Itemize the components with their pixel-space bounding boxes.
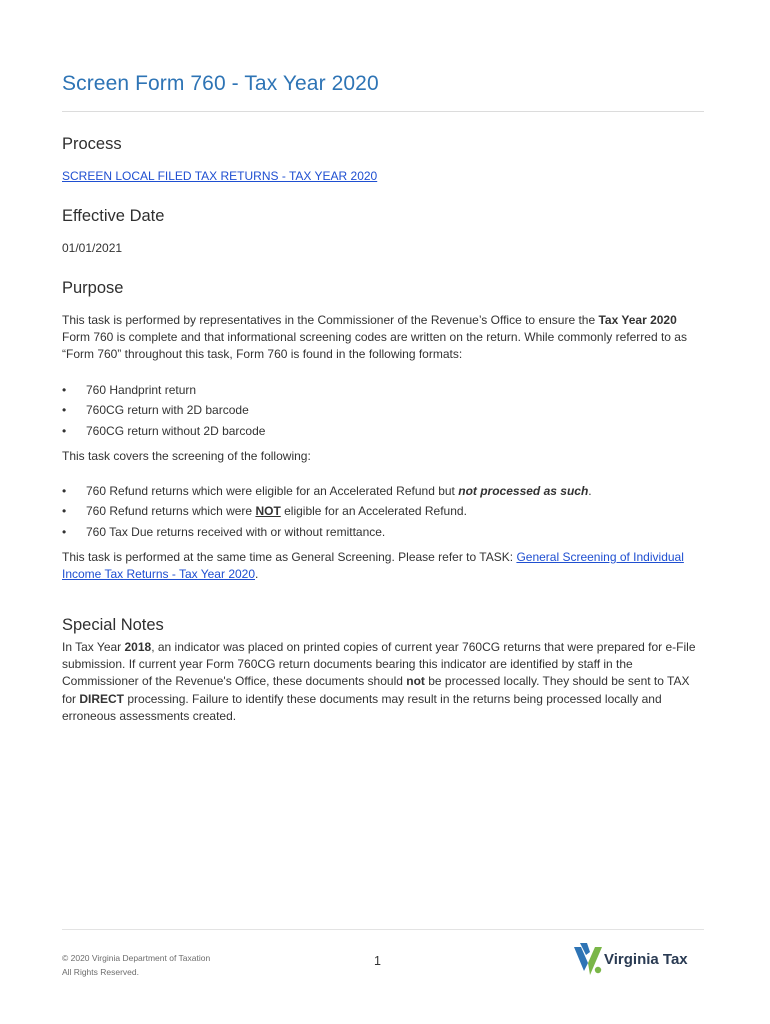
- special-notes-paragraph: [62, 639, 704, 725]
- list-item: [62, 522, 592, 542]
- list-item-text: eligible for an Accelerated Refund.: [280, 504, 467, 519]
- notes-bold: DIRECT: [79, 691, 125, 706]
- list-item-text: 760 Handprint return: [86, 383, 197, 397]
- covers-list: [62, 481, 592, 542]
- process-text: [62, 168, 377, 185]
- purpose-tax-year: Tax Year 2020: [598, 313, 677, 327]
- copyright-text: © 2020 Virginia Department of Taxation: [62, 953, 211, 963]
- virginia-tax-logo: [574, 943, 704, 979]
- purpose-paragraph: [62, 312, 702, 364]
- notes-bold: not: [406, 674, 425, 689]
- purpose-text-1: This task is performed by representatives in the Commissioner of the Revenue’s Office to ensure the: [62, 313, 599, 327]
- page-number: 1: [374, 954, 381, 968]
- formats-list: [62, 380, 265, 441]
- notes-text: In Tax Year: [62, 640, 125, 654]
- page-title: Screen Form 760 - Tax Year 2020: [62, 72, 379, 95]
- list-item-text: .: [588, 484, 592, 498]
- bullet-icon: •: [62, 484, 67, 498]
- list-item: [62, 400, 265, 420]
- logo-text: Virginia Tax: [604, 951, 688, 968]
- emphasis-text: NOT: [255, 504, 281, 519]
- list-item: [62, 421, 265, 441]
- bullet-icon: •: [62, 383, 67, 397]
- effective-date-value: 01/01/2021: [62, 241, 123, 255]
- list-item-text: 760 Refund returns which were eligible for an Accelerated Refund but: [86, 484, 459, 498]
- process-link[interactable]: SCREEN LOCAL FILED TAX RETURNS - TAX YEAR 2020: [62, 169, 378, 183]
- general-screening-paragraph: [62, 549, 702, 583]
- general-screening-link[interactable]: General Screening of Individual Income Tax Returns - Tax Year 2020: [62, 550, 684, 582]
- notes-text: , an indicator was placed on printed copies of current year 760CG returns that were prepared for e-File submission. If current year Form 760CG return documents bearing this indicator are identified by staff in the Commissioner of the Revenue's Office, these documents should: [62, 640, 696, 689]
- rights-text: All Rights Reserved.: [62, 967, 140, 977]
- logo-mark-icon: [574, 943, 604, 979]
- footer-copyright: [62, 951, 210, 979]
- notes-text: processing. Failure to identify these documents may result in the returns being processed locally and erroneous assessments created.: [62, 691, 662, 723]
- covers-intro: This task covers the screening of the following:: [62, 449, 311, 463]
- paragraph-text: .: [255, 567, 259, 582]
- list-item: [62, 380, 265, 400]
- notes-text: be processed locally. They should be sent to TAX for: [62, 674, 690, 706]
- title-divider: [62, 111, 704, 112]
- process-heading: Process: [62, 135, 122, 153]
- bullet-icon: •: [62, 423, 67, 438]
- special-notes-heading: Special Notes: [62, 616, 164, 634]
- purpose-text-2: Form 760 is complete and that informational screening codes are written on the return. While commonly referred to as “Form 760” throughout this task, Form 760 is found in the following formats:: [62, 330, 687, 362]
- paragraph-text: This task is performed at the same time as General Screening. Please refer to TASK:: [62, 550, 517, 564]
- emphasis-text: not processed as such: [458, 484, 589, 498]
- list-item-text: 760 Refund returns which were: [86, 504, 256, 519]
- list-item-text: 760CG return without 2D barcode: [86, 423, 266, 438]
- bullet-icon: •: [62, 504, 67, 519]
- effective-date-heading: Effective Date: [62, 207, 165, 225]
- bullet-icon: •: [62, 403, 67, 418]
- footer-divider: [62, 929, 704, 930]
- purpose-heading: Purpose: [62, 279, 124, 297]
- list-item: [62, 501, 592, 521]
- notes-bold: 2018: [124, 640, 152, 654]
- list-item-text: 760CG return with 2D barcode: [86, 403, 249, 418]
- bullet-icon: •: [62, 524, 67, 539]
- list-item-text: 760 Tax Due returns received with or without remittance.: [86, 524, 386, 539]
- list-item: [62, 481, 592, 501]
